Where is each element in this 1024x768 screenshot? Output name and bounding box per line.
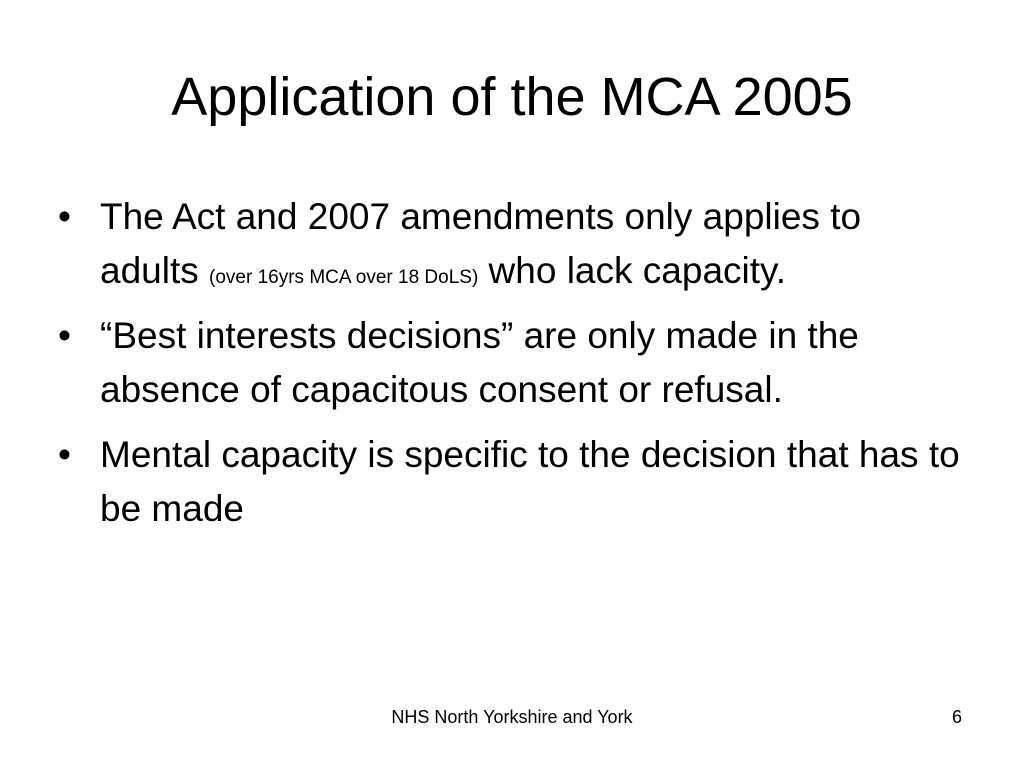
bullet-item-2 xyxy=(58,309,968,417)
bullet-item-1 xyxy=(58,190,968,298)
bullet-3-text: Mental capacity is specific to the decision that has to be made xyxy=(100,434,960,529)
bullet-icon: • xyxy=(58,434,71,475)
page-number: 6 xyxy=(951,707,962,727)
slide-title: Application of the MCA 2005 xyxy=(171,67,853,127)
bullet-1-text-after: who lack capacity. xyxy=(478,250,787,291)
bullet-2-text: “Best interests decisions” are only made in the absence of capacitous consent or refusal. xyxy=(100,315,859,410)
bullet-1-text-before: The Act and 2007 amendments only applies to adults xyxy=(100,196,862,291)
bullet-list xyxy=(58,190,968,547)
bullet-icon: • xyxy=(58,315,71,356)
bullet-icon: • xyxy=(58,196,71,237)
bullet-1-age-note: (over 16yrs MCA over 18 DoLS) xyxy=(209,267,479,288)
bullet-item-3 xyxy=(58,428,968,536)
footer-organization: NHS North Yorkshire and York xyxy=(391,707,633,727)
